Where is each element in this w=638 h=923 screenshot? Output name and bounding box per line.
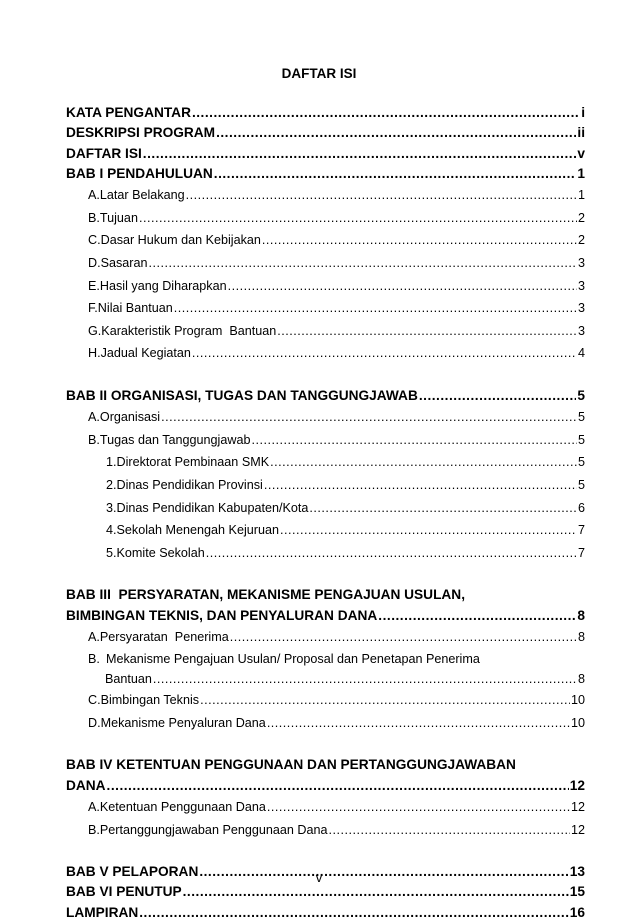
toc-entry-bab1-d[interactable] xyxy=(66,252,585,275)
page-number: 16 xyxy=(569,904,585,920)
toc-entry-bab3-c[interactable] xyxy=(66,689,585,712)
page-number: 5 xyxy=(577,387,585,403)
entry-letter: G. xyxy=(88,323,102,338)
entry-label: BAB VI PENUTUP xyxy=(66,884,182,900)
dot-leader xyxy=(192,342,577,365)
dot-leader xyxy=(230,626,577,649)
page-number: 15 xyxy=(569,884,585,900)
entry-letter: D. xyxy=(88,255,101,270)
toc-entry-bab2-b[interactable] xyxy=(66,429,585,452)
dot-leader xyxy=(267,712,570,735)
entry-label: Mekanisme Penyaluran Dana xyxy=(100,715,266,730)
entry-letter: A. xyxy=(88,188,100,203)
entry-letter: C. xyxy=(88,693,101,708)
dot-leader xyxy=(174,297,577,320)
dot-leader xyxy=(267,796,570,819)
entry-label: Bimbingan Teknis xyxy=(100,693,200,708)
page-number: 7 xyxy=(577,523,585,538)
page-number: 5 xyxy=(577,455,585,470)
dot-leader xyxy=(149,252,577,275)
page-number: ii xyxy=(577,125,585,141)
toc-entry-bab1-g[interactable] xyxy=(66,320,585,343)
spacer xyxy=(66,365,585,386)
page-number: 4 xyxy=(577,346,585,361)
entry-letter: A. xyxy=(88,410,100,425)
entry-number: 5. xyxy=(106,545,117,560)
entry-letter: D. xyxy=(88,715,101,730)
entry-letter: B. xyxy=(88,210,100,225)
entry-letter: H. xyxy=(88,346,101,361)
toc-entry-bab-1[interactable] xyxy=(66,164,585,184)
page-number: 12 xyxy=(570,822,585,837)
page-number: 5 xyxy=(577,410,585,425)
page-number: 3 xyxy=(577,278,585,293)
entry-letter: C. xyxy=(88,233,101,248)
entry-label: Sasaran xyxy=(100,255,148,270)
toc-entry-bab-4[interactable] xyxy=(66,776,585,796)
toc-entry-bab1-a[interactable] xyxy=(66,184,585,207)
toc-entry-bab-4-line1[interactable]: BAB IV KETENTUAN PENGGUNAAN DAN PERTANGGUNGJAWABAN xyxy=(66,757,516,773)
dot-leader xyxy=(192,103,580,123)
toc-entry-bab3-a[interactable] xyxy=(66,626,585,649)
dot-leader xyxy=(262,229,577,252)
entry-number: 4. xyxy=(106,523,117,538)
spacer xyxy=(66,564,585,585)
dot-leader xyxy=(264,474,577,497)
entry-letter: B. xyxy=(88,651,100,666)
entry-label: Dinas Pendidikan Provinsi xyxy=(116,478,263,493)
page-number: 3 xyxy=(577,323,585,338)
entry-letter: A. xyxy=(88,799,100,814)
page-number: v xyxy=(577,145,585,161)
toc-entry-bab3-b[interactable] xyxy=(66,669,585,689)
entry-label: Dasar Hukum dan Kebijakan xyxy=(100,233,261,248)
entry-letter: B. xyxy=(88,822,100,837)
entry-number: 2. xyxy=(106,478,117,493)
page-number: 5 xyxy=(577,478,585,493)
entry-label: Hasil yang Diharapkan xyxy=(99,278,227,293)
toc-entry-bab3-b-line1[interactable] xyxy=(66,649,585,669)
toc-entry-bab1-h[interactable] xyxy=(66,342,585,365)
dot-leader xyxy=(214,164,577,184)
entry-label: Mekanisme Pengajuan Usulan/ Proposal dan Penetapan Penerima xyxy=(106,651,480,666)
dot-leader xyxy=(329,819,570,842)
toc-entry-bab4-a[interactable] xyxy=(66,796,585,819)
entry-label: Tujuan xyxy=(99,210,138,225)
dot-leader xyxy=(200,689,570,712)
toc-entry-bab1-e[interactable] xyxy=(66,275,585,298)
page-number: i xyxy=(581,105,585,120)
dot-leader xyxy=(206,542,577,565)
entry-number: 3. xyxy=(106,500,117,515)
entry-letter: B. xyxy=(88,432,100,447)
dot-leader xyxy=(251,429,577,452)
toc-entry-bab1-f[interactable] xyxy=(66,297,585,320)
toc-entry-bab3-d[interactable] xyxy=(66,712,585,735)
page-number: 3 xyxy=(577,255,585,270)
dot-leader xyxy=(183,882,569,902)
entry-label: BAB I PENDAHULUAN xyxy=(66,165,213,181)
entry-label: Sekolah Menengah Kejuruan xyxy=(116,523,279,538)
dot-leader xyxy=(161,406,577,429)
spacer xyxy=(66,734,585,755)
dot-leader xyxy=(419,386,577,406)
toc-entry-bab1-c[interactable] xyxy=(66,229,585,252)
page-number: 7 xyxy=(577,545,585,560)
page-number: 2 xyxy=(577,233,585,248)
page-number: 2 xyxy=(577,210,585,225)
entry-label: Latar Belakang xyxy=(99,188,185,203)
toc-entry-bab-6[interactable] xyxy=(66,882,585,902)
toc-entry-bab2-b5[interactable] xyxy=(66,542,585,565)
dot-leader xyxy=(216,123,576,143)
dot-leader xyxy=(378,606,576,626)
toc-entry-bab-3[interactable] xyxy=(66,606,585,626)
entry-label: Ketentuan Penggunaan Dana xyxy=(99,799,266,814)
page-number: 8 xyxy=(577,607,585,623)
toc-entry-bab2-b1[interactable] xyxy=(66,451,585,474)
entry-label: Karakteristik Program Bantuan xyxy=(101,323,277,338)
toc-entry-bab4-b[interactable] xyxy=(66,819,585,842)
page-number: 8 xyxy=(577,629,585,644)
dot-leader xyxy=(186,184,577,207)
toc-entry-deskripsi-program[interactable] xyxy=(66,123,585,143)
entry-number: 1. xyxy=(106,455,117,470)
dot-leader xyxy=(228,275,577,298)
entry-label: BAB V PELAPORAN xyxy=(66,864,199,880)
entry-letter: E. xyxy=(88,278,100,293)
dot-leader xyxy=(280,519,577,542)
entry-label: Tugas dan Tanggungjawab xyxy=(99,432,251,447)
entry-label: DAFTAR ISI xyxy=(66,145,142,161)
toc-entry-bab2-b2[interactable] xyxy=(66,474,585,497)
footer-page-number: v xyxy=(315,870,323,885)
entry-label: Bantuan xyxy=(105,671,152,686)
page-number: 6 xyxy=(577,500,585,515)
toc-entry-kata-pengantar[interactable] xyxy=(66,103,585,123)
entry-label: KATA PENGANTAR xyxy=(66,105,191,120)
dot-leader xyxy=(153,669,577,689)
page-number: 5 xyxy=(577,432,585,447)
toc-entry-bab-2[interactable] xyxy=(66,386,585,406)
entry-label: Komite Sekolah xyxy=(116,545,205,560)
page-number: 8 xyxy=(577,671,585,686)
toc-entry-bab2-b3[interactable] xyxy=(66,497,585,520)
page-number: 12 xyxy=(569,777,585,793)
page-number: 3 xyxy=(577,301,585,316)
page-number: 1 xyxy=(577,188,585,203)
page-number: 12 xyxy=(570,799,585,814)
entry-label: Jadual Kegiatan xyxy=(100,346,191,361)
page-number: 10 xyxy=(570,715,585,730)
dot-leader xyxy=(270,451,577,474)
toc-entry-bab-3-line1[interactable]: BAB III PERSYARATAN, MEKANISME PENGAJUAN USULAN, xyxy=(66,587,465,603)
toc-entry-bab1-b[interactable] xyxy=(66,207,585,230)
entry-label: Dinas Pendidikan Kabupaten/Kota xyxy=(116,500,309,515)
entry-letter: F. xyxy=(88,301,98,316)
dot-leader xyxy=(309,497,577,520)
entry-label: Nilai Bantuan xyxy=(97,301,173,316)
entry-label: DANA xyxy=(66,777,106,793)
entry-label: BIMBINGAN TEKNIS, DAN PENYALURAN DANA xyxy=(66,607,378,623)
dot-leader xyxy=(277,320,577,343)
dot-leader xyxy=(139,207,577,230)
entry-label: DESKRIPSI PROGRAM xyxy=(66,125,216,141)
entry-label: LAMPIRAN xyxy=(66,904,139,920)
toc-entry-bab2-a[interactable] xyxy=(66,406,585,429)
entry-label: BAB II ORGANISASI, TUGAS DAN TANGGUNGJAWAB xyxy=(66,387,418,403)
entry-label: Organisasi xyxy=(99,410,161,425)
page-number: 1 xyxy=(577,165,585,181)
dot-leader xyxy=(107,776,569,796)
spacer xyxy=(66,841,585,862)
entry-label: Pertanggungjawaban Penggunaan Dana xyxy=(99,822,328,837)
toc-entry-daftar-isi[interactable] xyxy=(66,144,585,164)
page-number: 13 xyxy=(569,864,585,880)
page-title: DAFTAR ISI xyxy=(281,66,357,81)
entry-letter: A. xyxy=(88,629,100,644)
entry-label: Direktorat Pembinaan SMK xyxy=(116,455,270,470)
page-number: 10 xyxy=(570,693,585,708)
dot-leader xyxy=(143,144,577,164)
table-of-contents xyxy=(66,103,585,923)
entry-label: Persyaratan Penerima xyxy=(99,629,229,644)
toc-entry-bab2-b4[interactable] xyxy=(66,519,585,542)
